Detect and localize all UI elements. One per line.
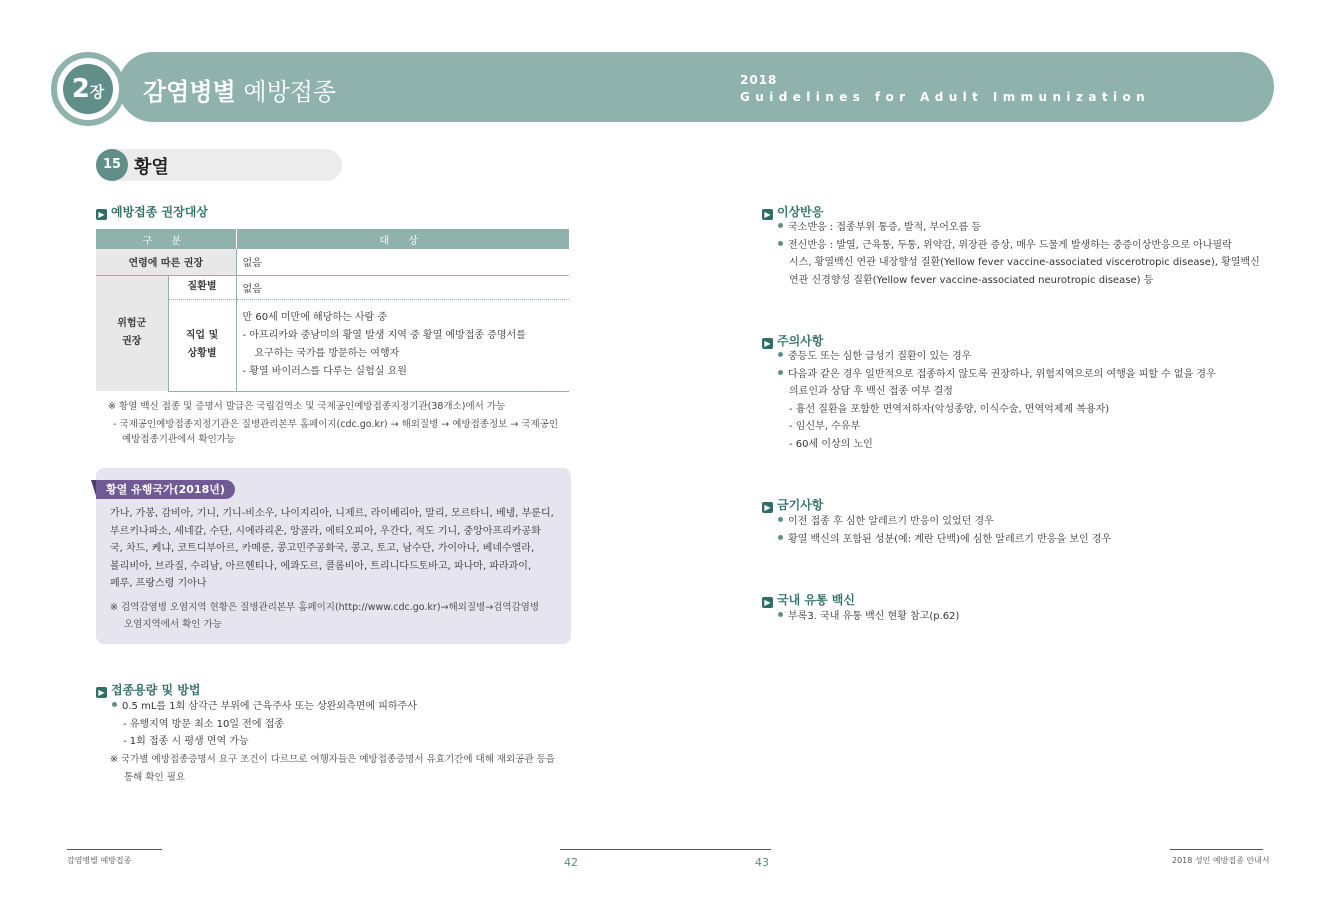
domestic-heading (762, 591, 855, 608)
cert-note-sub: 예방접종기관에서 확인가능 (122, 434, 236, 445)
section-number: 15 (96, 149, 128, 181)
contra-bullet-text: 이전 접종 후 심한 알레르기 반응이 있었던 경우 (788, 516, 994, 527)
contra-bullet-text: 황열 백신의 포함된 성분(예: 계란 단백)에 심한 알레르기 반응을 보인 경우 (788, 533, 1112, 545)
list-item: - 60세 이상의 노인 (789, 438, 873, 450)
bullet-dot (778, 352, 783, 357)
contra-heading (762, 496, 823, 513)
list-item (778, 366, 1216, 384)
occupation-line: 만 60세 미만에 해당하는 사람 중 (242, 312, 388, 323)
disease-label: 질환별 (168, 275, 236, 299)
occupation-line: 요구하는 국가를 방문하는 여행자 (254, 348, 400, 359)
recommend-table (96, 229, 569, 392)
section-bullet-icon: ▶ (762, 209, 773, 220)
bullet-dot (778, 223, 783, 228)
contra-heading-text: 금기사항 (777, 498, 824, 512)
list-item: - 흉선 질환을 포함한 면역저하자(악성종양, 이식수술, 면역억제제 복용자) (789, 403, 1110, 415)
section-bullet-icon: ▶ (762, 597, 773, 608)
endemic-line: 가나, 가봉, 감비아, 기니, 기니-비소우, 나이지리아, 니제르, 라이베리아, 말리, 모르타니, 베넹, 부룬디, (110, 508, 554, 519)
bullet-dot (778, 535, 783, 540)
list-item-continuation: 시스, 황열백신 연관 내장향성 질환(Yellow fever vaccine-associated viscerotropic disease), 황열백신 (789, 257, 1260, 269)
risk-group-label (96, 275, 168, 391)
list-item: - 임신부, 수유부 (789, 421, 861, 433)
dose-bullet-text: 0.5 mL를 1회 삼각근 부위에 근육주사 또는 상완외측면에 피하주사 (122, 701, 417, 712)
endemic-note-line: ※ 검역감염병 오염지역 현황은 질병관리본부 홈페이지(http://www.cdc.go.kr)→해외질병→검역감염병 (110, 602, 540, 613)
dose-heading-text: 접종용량 및 방법 (111, 683, 201, 697)
endemic-line: 페루, 프랑스령 기아나 (110, 578, 207, 590)
list-item (778, 608, 959, 626)
footer-right-text: 2018 성인 예방접종 안내서 (1172, 856, 1270, 865)
adverse-bullet-text: 국소반응 : 접종부위 통증, 발적, 부어오름 등 (788, 222, 982, 233)
table-header-target: 대 상 (236, 229, 569, 249)
endemic-line: 볼리비아, 브라질, 수리남, 아르헨티나, 에콰도르, 콜롬비아, 트리니다드토바고, 파나마, 파라과이, (110, 560, 532, 572)
bullet-dot (778, 241, 783, 246)
list-item (112, 698, 417, 716)
dose-note-line: ※ 국가별 예방접종증명서 요구 조건이 다르므로 여행자들은 예방접종증명서 유효기간에 대해 재외공관 등을 (110, 754, 555, 765)
age-value: 없음 (236, 249, 569, 275)
bullet-dot (112, 702, 117, 707)
bullet-dot (778, 612, 783, 617)
list-item: - 1회 접종 시 평생 면역 가능 (123, 736, 249, 748)
caution-bullet-text: 중등도 또는 심한 급성기 질환이 있는 경우 (788, 351, 972, 362)
occupation-line: - 아프리카와 중남미의 황열 발생 지역 중 황열 예방접종 증명서를 (242, 330, 526, 341)
list-item (778, 219, 1260, 237)
occupation-label-line: 직업 및 (185, 330, 219, 341)
domestic-heading-text: 국내 유통 백신 (777, 593, 855, 607)
list-item-continuation: 연관 신경향성 질환(Yellow fever vaccine-associated neurotropic disease) 등 (789, 274, 1154, 286)
list-item (778, 348, 1216, 366)
endemic-countries (110, 505, 560, 593)
dose-note (110, 751, 555, 786)
table-row (96, 249, 569, 275)
list-item: - 유행지역 방문 최소 10일 전에 접종 (123, 718, 284, 730)
list-item-continuation: 의료인과 상담 후 백신 접종 여부 결정 (789, 386, 953, 398)
domestic-list (778, 608, 959, 626)
footer-rule-left (67, 849, 162, 850)
banner-year: 2018 (740, 73, 778, 87)
caution-list (778, 348, 1216, 454)
page-number-left: 42 (564, 856, 578, 869)
bullet-dot (778, 517, 783, 522)
endemic-line: 부르키나파소, 세네갈, 수단, 시에라리온, 앙골라, 에티오피아, 우간다, 적도 기니, 중앙아프리카공화 (110, 525, 541, 537)
caution-heading (762, 332, 823, 349)
list-item (778, 513, 1111, 531)
contra-list (778, 513, 1111, 548)
page-number-right: 43 (755, 856, 769, 869)
age-label: 연령에 따른 권장 (96, 249, 236, 275)
section-bullet-icon: ▶ (96, 687, 107, 698)
endemic-note (110, 599, 560, 633)
table-row (96, 275, 569, 299)
dose-list (112, 698, 417, 751)
domestic-bullet-text: 부록3. 국내 유통 백신 현황 참고(p.62) (788, 611, 960, 622)
cert-note: ※ 황열 백신 접종 및 증명서 발급은 국립검역소 및 국제공인예방접종지정기관(38개소)에서 가능 (108, 401, 506, 412)
section-title: 황열 (134, 157, 169, 178)
section-bullet-icon: ▶ (96, 209, 107, 220)
footer-rule-right (1170, 849, 1263, 850)
section-bullet-icon: ▶ (762, 502, 773, 513)
chapter-title (143, 72, 336, 107)
chapter-badge (51, 52, 125, 126)
footer-rule-center (560, 849, 771, 850)
occupation-label-line: 상황별 (187, 348, 217, 359)
adverse-heading-text: 이상반응 (777, 205, 824, 219)
occupation-label (168, 299, 236, 391)
adverse-bullet-text: 전신반응 : 발열, 근육통, 두통, 위약감, 위장관 증상, 매우 드물게 발생하는 중증이상반응으로 아나필락 (788, 239, 1232, 251)
banner-subtitle: Guidelines for Adult Immunization (740, 90, 1151, 104)
chapter-title-bold: 감염병별 (143, 78, 236, 106)
chapter-badge-inner (63, 64, 113, 114)
chapter-suffix: 장 (89, 83, 105, 101)
list-item (778, 531, 1111, 549)
endemic-note-line: 오염지역에서 확인 가능 (124, 619, 222, 630)
section-bullet-icon: ▶ (762, 338, 773, 349)
dose-heading (96, 681, 201, 698)
bullet-dot (778, 370, 783, 375)
endemic-line: 국, 차드, 케냐, 코트디부아르, 카메룬, 콩고민주공화국, 콩고, 토고, 남수단, 가이아나, 베네수엘라, (110, 543, 535, 555)
dose-note-line: 통해 확인 필요 (124, 771, 186, 783)
section-title-pill (96, 149, 342, 181)
footer-left-text: 감염병별 예방접종 (67, 856, 132, 865)
endemic-tag: 황열 유행국가(2018년) (96, 480, 235, 499)
disease-value: 없음 (236, 275, 569, 299)
risk-label-line: 위험군 (117, 318, 147, 330)
occupation-line: - 황열 바이러스를 다루는 실험실 요원 (242, 366, 407, 377)
risk-label-line: 권장 (122, 336, 142, 348)
occupation-value (236, 299, 569, 391)
recommend-heading (96, 203, 208, 220)
cert-note-sub: - 국제공인예방접종지정기관은 질병관리본부 홈페이지(cdc.go.kr) → 해외질병 → 예방접종정보 → 국제공인 (113, 419, 559, 430)
list-item (778, 237, 1260, 255)
adverse-list (778, 219, 1260, 289)
recommend-heading-text: 예방접종 권장대상 (111, 205, 208, 219)
caution-heading-text: 주의사항 (777, 334, 824, 348)
chapter-number: 2 (71, 74, 90, 104)
caution-bullet-text: 다음과 같은 경우 일반적으로 접종하지 않도록 권장하나, 위험지역으로의 여행을 피할 수 없을 경우 (788, 368, 1216, 380)
chapter-title-rest: 예방접종 (235, 78, 337, 106)
table-header-category: 구 분 (96, 229, 236, 249)
adverse-heading (762, 203, 823, 220)
